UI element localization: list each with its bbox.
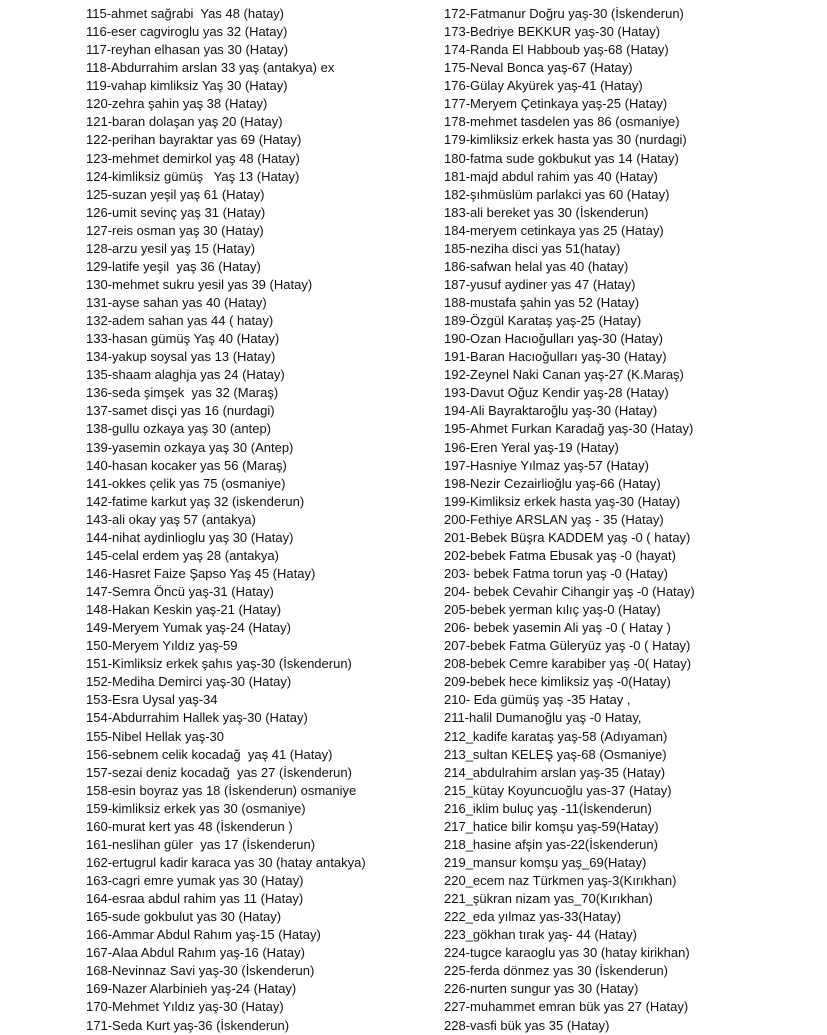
list-item: 227-muhammet emran bük yas 27 (Hatay) [444,999,689,1015]
list-item: 191-Baran Hacıoğulları yaş-30 (Hatay) [444,349,667,365]
list-item: 138-gullu ozkaya yaş 30 (antep) [86,421,272,437]
list-item: 172-Fatmanur Doğru yaş-30 (İskenderun) [444,6,684,21]
list-item: 165-sude gokbulut yas 30 (Hatay) [86,909,282,925]
list-item: 152-Mediha Demirci yaş-30 (Hatay) [86,674,292,690]
list-item: 122-perihan bayraktar yas 69 (Hatay) [86,132,302,148]
list-item: 180-fatma sude gokbukut yas 14 (Hatay) [444,150,679,166]
list-item: 177-Meryem Çetinkaya yaş-25 (Hatay) [444,96,668,112]
list-item: 140-hasan kocaker yas 56 (Maraş) [86,457,287,473]
list-item: 224-tugce karaoglu yas 30 (hatay kirikhan) [444,945,690,961]
list-item: 155-Nibel Hellak yaş-30 [86,728,225,744]
list-item: 128-arzu yesil yaş 15 (Hatay) [86,240,256,256]
list-item: 208-bebek Cemre karabiber yaş -0( Hatay) [444,656,692,672]
list-item: 159-kimliksiz erkek yas 30 (osmaniye) [86,800,306,816]
list-item: 144-nihat aydinlioglu yaş 30 (Hatay) [86,529,294,545]
list-item: 139-yasemin ozkaya yaş 30 (Antep) [86,439,294,455]
list-item: 201-Bebek Büşra KADDEM yaş -0 ( hatay) [444,529,691,545]
list-item: 125-suzan yeşil yaş 61 (Hatay) [86,186,265,202]
list-item: 181-majd abdul rahim yas 40 (Hatay) [444,168,658,184]
list-item: 151-Kimliksiz erkek şahıs yaş-30 (İskenderun) [86,656,352,672]
list-item: 217_hatice bilir komşu yaş-59(Hatay) [444,818,659,834]
list-item: 200-Fethiye ARSLAN yaş - 35 (Hatay) [444,511,664,527]
list-item: 124-kimliksiz gümüş Yaş 13 (Hatay) [86,168,300,184]
list-item: 179-kimliksiz erkek hasta yas 30 (nurdagi) [444,132,687,148]
list-item: 141-okkes çelik yas 75 (osmaniye) [86,475,286,491]
list-item: 173-Bedriye BEKKUR yaş-30 (Hatay) [444,24,661,40]
list-item: 219_mansur komşu yaş_69(Hatay) [444,854,647,870]
list-item: 193-Davut Oğuz Kendir yaş-28 (Hatay) [444,385,669,401]
list-item: 202-bebek Fatma Ebusak yaş -0 (hayat) [444,547,676,563]
list-item: 142-fatime karkut yaş 32 (iskenderun) [86,493,305,509]
list-item: 183-ali bereket yas 30 (İskenderun) [444,204,649,220]
list-item: 123-mehmet demirkol yaş 48 (Hatay) [86,150,300,166]
list-item: 150-Meryem Yıldız yaş-59 [86,638,238,654]
list-item: 157-sezai deniz kocadağ yas 27 (İskenderun) [86,764,352,780]
list-item: 215_kütay Koyuncuoğlu yas-37 (Hatay) [444,782,672,798]
list-item: 211-halil Dumanoğlu yaş -0 Hatay, [444,710,642,726]
list-item: 206- bebek yasemin Ali yaş -0 ( Hatay ) [444,620,671,636]
right-column-list [444,5,824,1035]
list-item: 188-mustafa şahin yas 52 (Hatay) [444,295,640,310]
list-item: 130-mehmet sukru yesil yas 39 (Hatay) [86,276,313,292]
list-item: 115-ahmet sağrabi Yas 48 (hatay) [86,6,285,21]
list-item: 131-ayse sahan yas 40 (Hatay) [86,295,267,310]
list-item: 164-esraa abdul rahim yas 11 (Hatay) [86,891,304,907]
list-item: 118-Abdurrahim arslan 33 yaş (antakya) ex [86,60,335,76]
list-item: 212_kadife karataş yaş-58 (Adıyaman) [444,728,668,744]
list-item: 161-neslihan güler yas 17 (İskenderun) [86,836,316,852]
list-item: 174-Randa El Habboub yaş-68 (Hatay) [444,42,669,58]
list-item: 209-bebek hece kimliksiz yaş -0(Hatay) [444,674,671,690]
list-item: 135-shaam alaghja yas 24 (Hatay) [86,367,285,383]
list-item: 213_sultan KELEŞ yaş-68 (Osmaniye) [444,746,667,762]
list-item: 175-Neval Bonca yaş-67 (Hatay) [444,60,633,76]
list-item: 169-Nazer Alarbinieh yaş-24 (Hatay) [86,981,297,997]
list-item: 148-Hakan Keskin yaş-21 (Hatay) [86,602,282,618]
list-item: 134-yakup soysal yas 13 (Hatay) [86,349,276,365]
list-item: 156-sebnem celik kocadağ yaş 41 (Hatay) [86,746,333,762]
list-item: 176-Gülay Akyürek yaş-41 (Hatay) [444,78,643,94]
list-item: 137-samet disçi yas 16 (nurdagi) [86,403,275,419]
list-item: 146-Hasret Faize Şapso Yaş 45 (Hatay) [86,565,316,581]
list-item: 184-meryem cetinkaya yas 25 (Hatay) [444,222,664,238]
left-column-list [86,5,441,1035]
list-item: 195-Ahmet Furkan Karadağ yaş-30 (Hatay) [444,421,694,437]
list-item: 218_hasine afşin yas-22(İskenderun) [444,836,658,852]
list-item: 199-Kimliksiz erkek hasta yaş-30 (Hatay) [444,493,681,509]
list-item: 147-Semra Öncü yaş-31 (Hatay) [86,584,274,599]
list-item: 166-Ammar Abdul Rahım yaş-15 (Hatay) [86,927,321,943]
list-item: 226-nurten sungur yas 30 (Hatay) [444,981,639,997]
list-item: 145-celal erdem yaş 28 (antakya) [86,547,279,563]
list-item: 205-bebek yerman kılıç yaş-0 (Hatay) [444,602,661,618]
list-item: 143-ali okay yaş 57 (antakya) [86,511,256,527]
list-item: 126-umit sevinç yaş 31 (Hatay) [86,204,266,220]
list-item: 187-yusuf aydiner yas 47 (Hatay) [444,276,636,292]
list-item: 210- Eda gümüş yaş -35 Hatay , [444,692,631,708]
list-item: 216_iklim buluç yaş -11(İskenderun) [444,800,652,816]
list-item: 198-Nezir Cezairlioğlu yaş-66 (Hatay) [444,475,661,491]
list-item: 225-ferda dönmez yas 30 (İskenderun) [444,963,669,979]
list-item: 168-Nevinnaz Savi yaş-30 (İskenderun) [86,963,315,979]
list-item: 220_ecem naz Türkmen yaş-3(Kırıkhan) [444,873,677,888]
list-item: 167-Alaa Abdul Rahım yaş-16 (Hatay) [86,945,305,961]
list-item: 207-bebek Fatma Güleryüz yaş -0 ( Hatay) [444,638,691,654]
list-item: 171-Seda Kurt yaş-36 (İskenderun) [86,1017,290,1033]
list-item: 162-ertugrul kadir karaca yas 30 (hatay antakya) [86,854,366,870]
list-item: 186-safwan helal yas 40 (hatay) [444,258,629,274]
list-item: 178-mehmet tasdelen yas 86 (osmaniye) [444,114,680,130]
list-item: 121-baran dolaşan yaş 20 (Hatay) [86,114,283,130]
list-item: 196-Eren Yeral yaş-19 (Hatay) [444,439,619,455]
list-item: 163-cagri emre yumak yas 30 (Hatay) [86,873,304,888]
list-item: 120-zehra şahin yaş 38 (Hatay) [86,96,268,112]
list-item: 133-hasan gümüş Yaş 40 (Hatay) [86,331,280,347]
list-item: 116-eser cagviroglu yas 32 (Hatay) [86,24,288,40]
list-item: 189-Özgül Karataş yaş-25 (Hatay) [444,313,642,329]
list-item: 153-Esra Uysal yaş-34 [86,692,218,708]
list-item: 223_gökhan tırak yaş- 44 (Hatay) [444,927,637,943]
list-item: 154-Abdurrahim Hallek yaş-30 (Hatay) [86,710,308,726]
list-item: 136-seda şimşek yas 32 (Maraş) [86,385,279,401]
list-item: 158-esin boyraz yas 18 (İskenderun) osmaniye [86,782,357,798]
list-item: 182-şıhmüslüm parlakci yas 60 (Hatay) [444,186,670,202]
list-item: 185-neziha disci yas 51(hatay) [444,240,621,256]
list-item: 192-Zeynel Naki Canan yaş-27 (K.Maraş) [444,367,684,383]
list-item: 160-murat kert yas 48 (İskenderun ) [86,818,293,834]
list-item: 228-vasfi bük yas 35 (Hatay) [444,1017,610,1033]
list-item: 194-Ali Bayraktaroğlu yaş-30 (Hatay) [444,403,658,419]
list-item: 149-Meryem Yumak yaş-24 (Hatay) [86,620,291,636]
list-item: 204- bebek Cevahir Cihangir yaş -0 (Hatay) [444,584,695,599]
list-item: 127-reis osman yaş 30 (Hatay) [86,222,264,238]
list-item: 197-Hasniye Yılmaz yaş-57 (Hatay) [444,457,649,473]
list-item: 222_eda yılmaz yas-33(Hatay) [444,909,622,925]
list-item: 129-latife yeşil yaş 36 (Hatay) [86,258,261,274]
list-item: 221_şükran nizam yas_70(Kırıkhan) [444,891,653,907]
list-item: 203- bebek Fatma torun yaş -0 (Hatay) [444,565,668,581]
list-item: 214_abdulrahim arslan yaş-35 (Hatay) [444,764,666,780]
list-item: 170-Mehmet Yıldız yaş-30 (Hatay) [86,999,284,1015]
list-item: 117-reyhan elhasan yas 30 (Hatay) [86,42,289,58]
list-item: 132-adem sahan yas 44 ( hatay) [86,313,274,329]
list-item: 190-Ozan Hacıoğulları yaş-30 (Hatay) [444,331,663,347]
list-item: 119-vahap kimliksiz Yaş 30 (Hatay) [86,78,288,94]
